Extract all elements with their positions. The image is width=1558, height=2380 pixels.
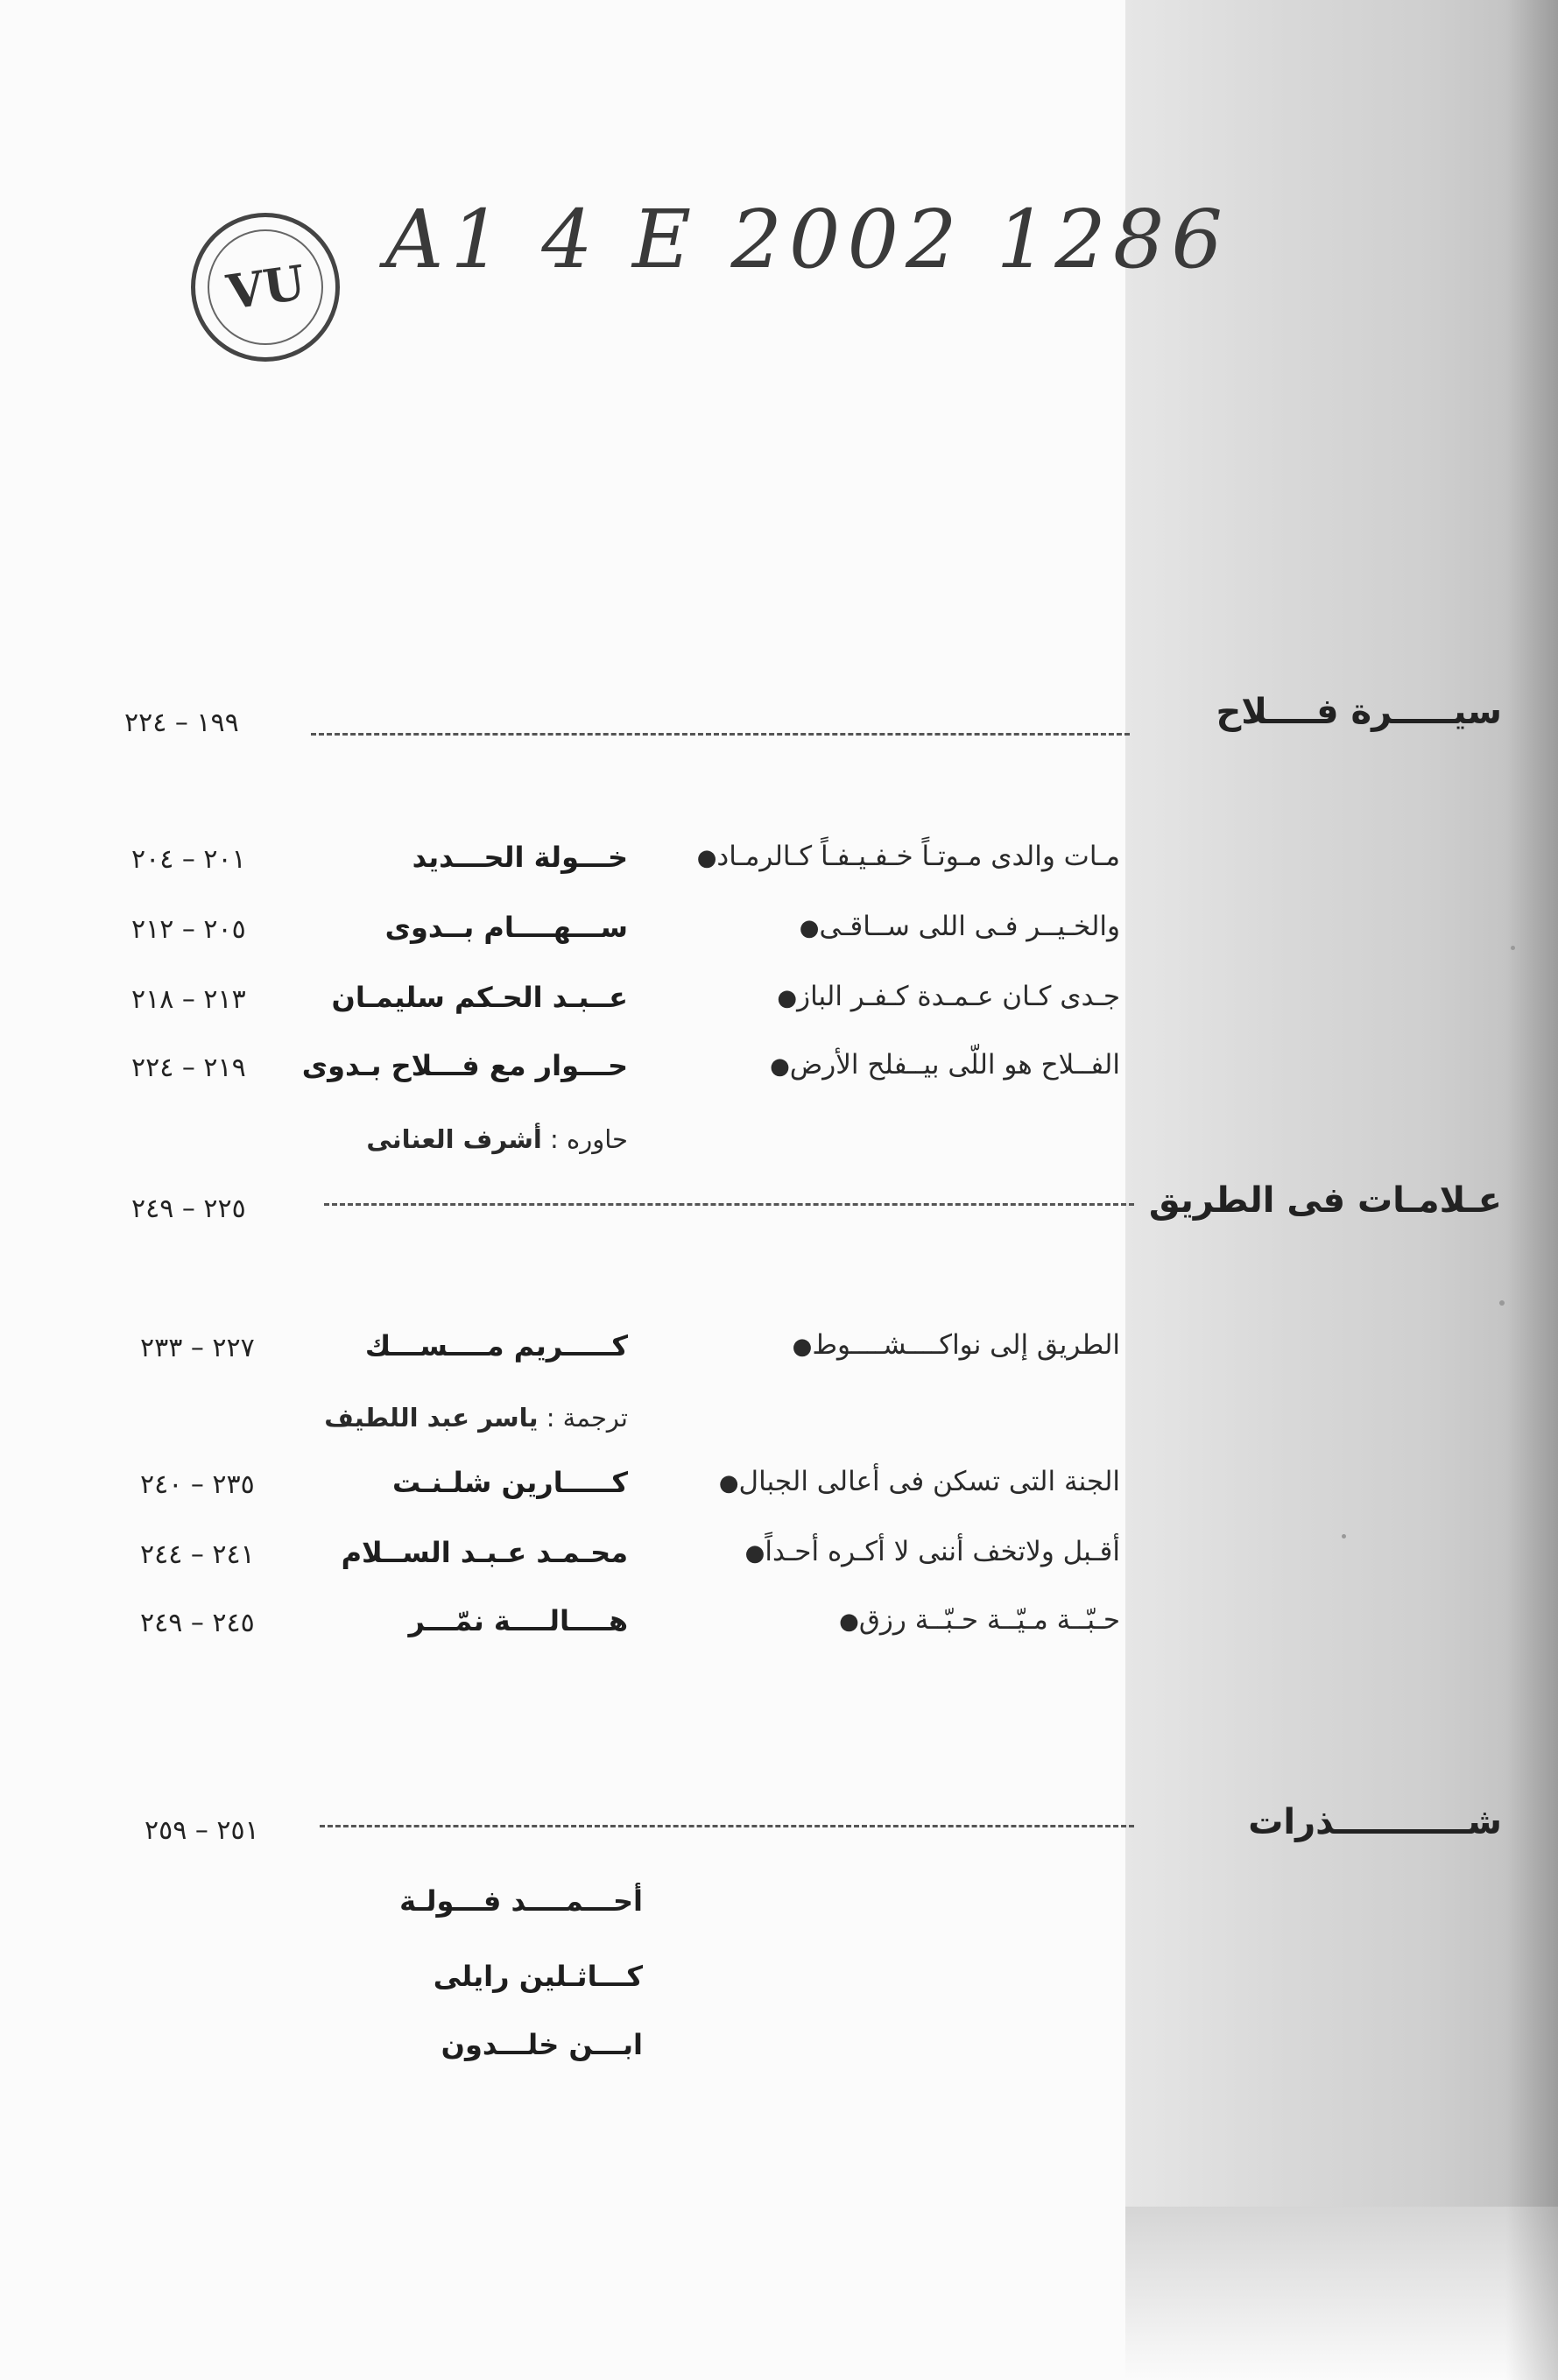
bullet-icon: ● (792, 1334, 813, 1360)
toc-entry-author: هــــالــــة نمّـــر (408, 1604, 628, 1637)
handwritten-catalog-number: A1 4 E 2002 1286 (385, 193, 1230, 286)
section-page-range: ١٩٩ – ٢٢٤ (124, 708, 239, 738)
toc-entry-pages: ٢١٣ – ٢١٨ (131, 984, 246, 1015)
toc-entry-title: الطريق إلى نواكــــشــــوط● (792, 1329, 1120, 1361)
speck (1511, 946, 1515, 950)
fragment-author: أحـــمــــد فـــولـة (399, 1884, 643, 1918)
dotted-leader (324, 1203, 1134, 1206)
dotted-leader (311, 733, 1130, 736)
toc-entry-title: مـات والدى مـوتـاً خـفـيـفـاً كـالرمـاد● (696, 841, 1120, 872)
gray-margin-band (1125, 0, 1558, 2207)
toc-entry-author: كـــــارين شلـنـت (391, 1466, 628, 1499)
toc-entry-author: عــبـد الحـكم سليمـان (331, 981, 628, 1014)
section-page-range: ٢٥١ – ٢٥٩ (145, 1815, 259, 1846)
stamp-text: VU (222, 254, 308, 320)
translator-credit: ترجمة : ياسر عبد اللطيف (324, 1403, 628, 1433)
section-heading-seerat-fallah: سيـــــرة فــــلاح (1216, 692, 1502, 732)
interviewer-credit: حاوره : أشرف العنانى (366, 1124, 628, 1154)
bullet-icon: ● (777, 985, 798, 1011)
speck (1499, 1300, 1505, 1306)
section-heading-alamat-fil-tariq: عـلامـات فى الطريق (1148, 1180, 1502, 1221)
toc-entry-author: خـــولة الحـــديد (412, 841, 628, 874)
library-stamp (191, 213, 340, 362)
toc-entry-author: ســـهــــام بــدوى (384, 911, 628, 944)
section-page-range: ٢٢٥ – ٢٤٩ (131, 1194, 246, 1224)
fragment-author: ابـــن خلـــدون (441, 2028, 643, 2061)
book-binding-shadow (1505, 0, 1558, 2380)
speck (1342, 1534, 1346, 1539)
section-heading-shatharat: شـــــــــــذرات (1248, 1802, 1502, 1842)
gray-band-fade (1125, 2207, 1558, 2380)
toc-entry-pages: ٢١٩ – ٢٢٤ (131, 1053, 246, 1083)
toc-entry-title: أقـبل ولاتخف أننى لا أكـره أحـداً● (744, 1536, 1120, 1567)
toc-entry-title: الفــلاح هو اللّى بيــفلح الأرض● (770, 1049, 1120, 1081)
stamp-inner-ring (208, 229, 323, 345)
toc-entry-title: جـدى كـان عـمـدة كـفـر الباز● (777, 981, 1120, 1012)
bullet-icon: ● (799, 915, 820, 941)
toc-entry-pages: ٢٣٥ – ٢٤٠ (140, 1469, 255, 1500)
toc-entry-title: حـبّــة مـيّــة حـبّــة رزق● (839, 1604, 1120, 1636)
dotted-leader (320, 1825, 1134, 1827)
toc-entry-author: حـــوار مع فـــلاح بـدوى (301, 1049, 628, 1082)
toc-entry-pages: ٢٢٧ – ٢٣٣ (140, 1333, 255, 1363)
fragment-author: كـــاثـلين رايلى (433, 1960, 643, 1993)
toc-entry-pages: ٢٠٥ – ٢١٢ (131, 914, 246, 945)
toc-entry-pages: ٢٤٥ – ٢٤٩ (140, 1608, 255, 1638)
toc-entry-author: كـــــريم مــــســـك (364, 1329, 628, 1363)
toc-entry-pages: ٢٠١ – ٢٠٤ (131, 844, 246, 875)
bullet-icon: ● (770, 1053, 790, 1080)
bullet-icon: ● (718, 1470, 739, 1496)
bullet-icon: ● (696, 845, 717, 871)
toc-entry-author: محـمـد عـبـد الســلام (341, 1536, 628, 1569)
toc-entry-pages: ٢٤١ – ٢٤٤ (140, 1539, 255, 1570)
bullet-icon: ● (744, 1540, 765, 1567)
bullet-icon: ● (839, 1609, 859, 1635)
toc-entry-title: والخـيــر فـى اللى ســاقـى● (799, 911, 1120, 942)
toc-entry-title: الجنة التى تسكن فى أعالى الجبال● (718, 1466, 1120, 1497)
